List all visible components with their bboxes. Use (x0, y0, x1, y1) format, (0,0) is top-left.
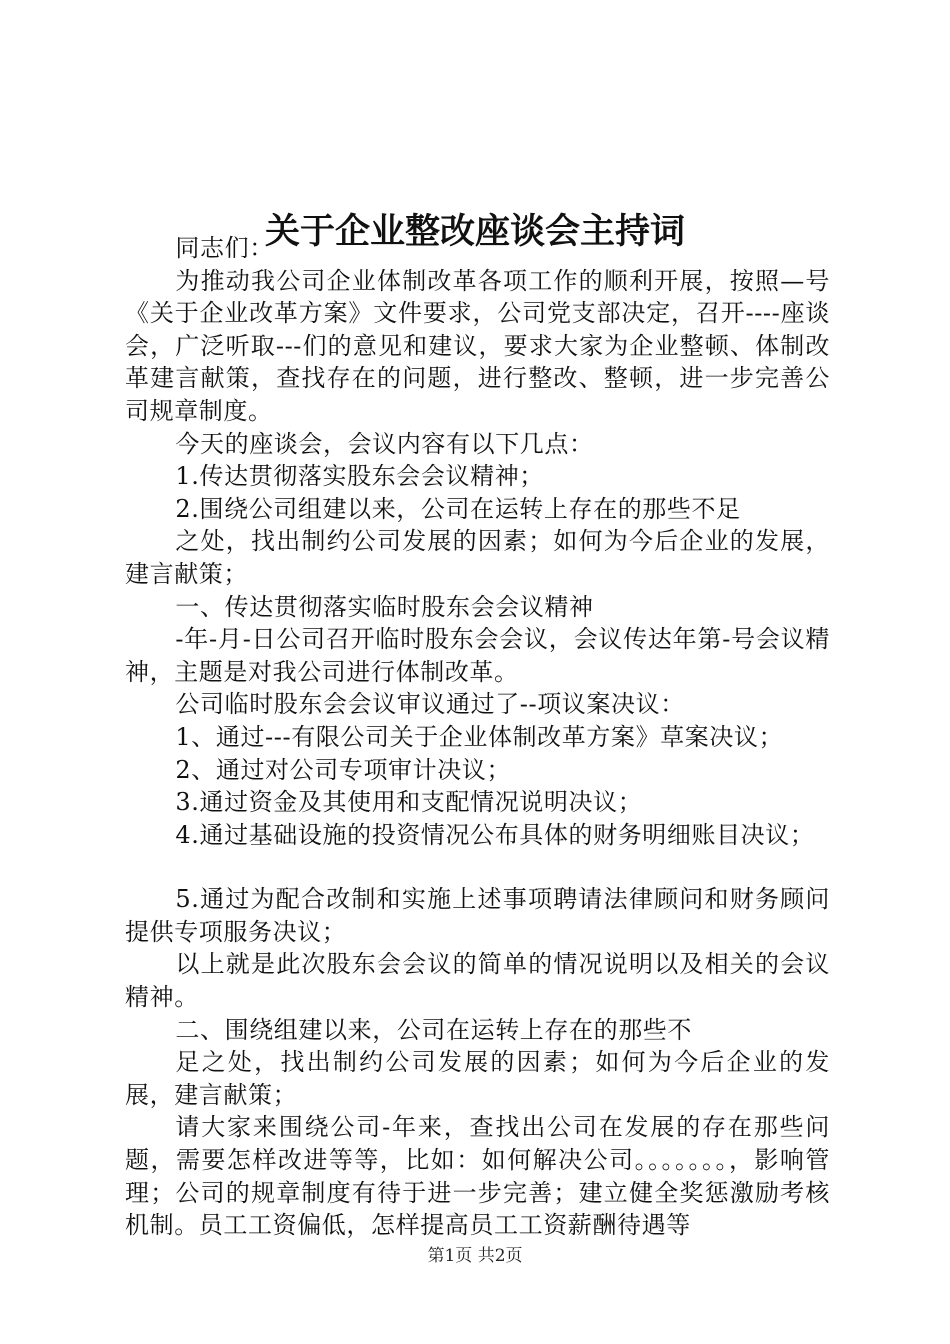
section-heading-1: 一、传达贯彻落实临时股东会会议精神 (175, 592, 594, 621)
resolution-item-1: 1、通过---有限公司关于企业体制改革方案》草案决议； (175, 722, 784, 751)
resolution-item-4: 4.通过基础设施的投资情况公布具体的财务明细账目决议； (175, 820, 815, 849)
paragraph-agenda-intro: 今天的座谈会，会议内容有以下几点： (175, 429, 594, 458)
paragraph-summary: 以上就是此次股东会会议的简单的情况说明以及相关的会议精神。 (125, 950, 830, 1012)
agenda-item-2: 2.围绕公司组建以来，公司在运转上存在的那些不足 (175, 494, 741, 523)
paragraph-meeting-info: -年-月-日公司召开临时股东会会议，会议传达年第-号会议精神，主题是对我公司进行体制改革。 (125, 625, 830, 686)
agenda-item-1: 1.传达贯彻落实股东会会议精神； (175, 462, 544, 491)
agenda-item-2-continued: 之处，找出制约公司发展的因素；如何为今后企业的发展，建言献策； (125, 527, 830, 588)
paragraph-intro: 为推动我公司企业体制改革各项工作的顺利开展，按照—号《关于企业改革方案》文件要求，公司党支部决定，召开----座谈会，广泛听取---们的意见和建议，要求大家为企业整顿、体制改革建言献策，查找存在的问题，进行整改、整顿，进一步完善公司规章制度。 (125, 266, 830, 425)
paragraph-discussion: 请大家来围绕公司-年来，查找出公司在发展的存在那些问题，需要怎样改进等等，比如：如何解决公司。。。。。。。，影响管理；公司的规章制度有待于进一步完善；建立健全奖惩激励考核机制。员工工资偏低，怎样提高员工工资薪酬待遇等 (125, 1113, 830, 1240)
salutation: 同志们： (175, 234, 274, 262)
document-body (125, 232, 830, 1242)
section-heading-2: 二、围绕组建以来，公司在运转上存在的那些不 (175, 1015, 692, 1044)
section-heading-2-continued: 足之处，找出制约公司发展的因素；如何为今后企业的发展，建言献策； (125, 1048, 830, 1109)
resolution-item-5: 5.通过为配合改制和实施上述事项聘请法律顾问和财务顾问提供专项服务决议； (125, 885, 830, 946)
page-title: 关于企业整改座谈会主持词 (264, 211, 685, 253)
resolution-item-2: 2、通过对公司专项审计决议； (175, 755, 512, 784)
page-footer: 第1页 共2页 (427, 1246, 523, 1266)
resolution-item-3: 3.通过资金及其使用和支配情况说明决议； (175, 788, 643, 817)
paragraph-resolutions-intro: 公司临时股东会会议审议通过了--项议案决议： (175, 690, 685, 719)
